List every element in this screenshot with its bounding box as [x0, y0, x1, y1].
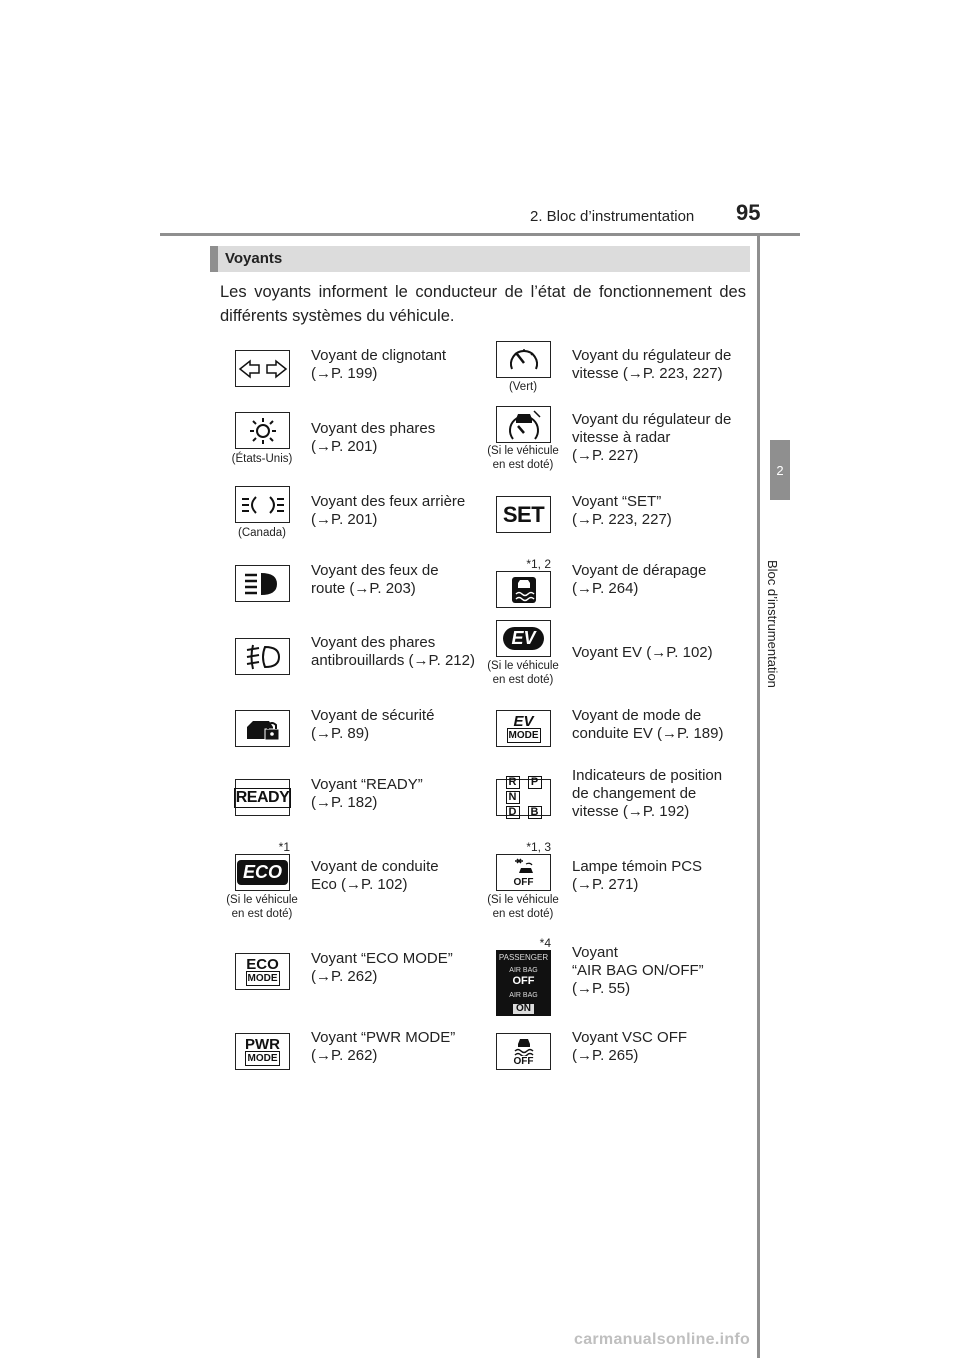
desc-shift: Indicateurs de position de changement de vitesse (→P. 192) — [572, 767, 723, 820]
airbag-label-on: AIR BAG — [509, 992, 538, 999]
desc-headlight: Voyant des phares (→P. 201) — [311, 420, 436, 455]
pwr-mode-icon-top: PWR — [245, 1035, 280, 1053]
watermark: carmanualsonline.info — [574, 1331, 751, 1348]
airbag-icon — [496, 950, 551, 1016]
note-eco: (Si le véhicule en est doté) — [226, 894, 298, 920]
ev-mode-icon-bottom: MODE — [508, 729, 539, 741]
header-rule — [160, 233, 800, 236]
chapter-label: Bloc d’instrumentation — [765, 560, 780, 688]
desc-vsc-off: Voyant VSC OFF (→P. 265) — [572, 1029, 688, 1064]
pcs-icon — [496, 854, 551, 891]
note-radar-cruise: (Si le véhicule en est doté) — [487, 445, 559, 471]
desc-eco: Voyant de conduite Eco (→P. 102) — [311, 858, 439, 893]
shift-letter-b: B — [528, 806, 542, 819]
note-headlight: (États-Unis) — [231, 453, 293, 465]
shift-letter-r: R — [506, 776, 520, 789]
tail-light-icon — [235, 486, 290, 523]
shift-letter-n: N — [506, 791, 520, 804]
star-airbag: *4 — [539, 936, 551, 950]
pwr-mode-icon — [235, 1033, 290, 1070]
airbag-off: OFF — [512, 975, 535, 987]
desc-tail-light: Voyant des feux arrière (→P. 201) — [311, 493, 466, 528]
radar-cruise-icon — [496, 406, 551, 443]
eco-mode-icon-top: ECO — [246, 955, 279, 973]
shift-letter-d: D — [506, 806, 520, 819]
eco-mode-icon-bottom: MODE — [247, 972, 278, 984]
eco-icon-label: ECO — [237, 860, 288, 885]
star-eco: *1 — [278, 840, 290, 854]
turn-signal-icon — [235, 350, 290, 387]
slip-icon — [496, 571, 551, 608]
desc-airbag: Voyant “AIR BAG ON/OFF” (→P. 55) — [572, 944, 704, 997]
airbag-on: ON — [513, 1004, 534, 1014]
section-title: Voyants — [210, 246, 750, 272]
front-fog-icon — [235, 638, 290, 675]
ready-icon — [235, 779, 290, 816]
desc-turn-signal: Voyant de clignotant (→P. 199) — [311, 347, 447, 382]
set-icon-label: SET — [502, 501, 545, 527]
pcs-icon-label: OFF — [513, 877, 534, 888]
header-section: 2. Bloc d’instrumentation — [530, 208, 695, 225]
desc-front-fog: Voyant des phares antibrouillards (→P. 212) — [311, 634, 475, 669]
note-cruise: (Vert) — [508, 381, 538, 393]
note-ev: (Si le véhicule en est doté) — [487, 660, 559, 686]
star-slip: *1, 2 — [526, 557, 551, 571]
pwr-mode-icon-bottom: MODE — [245, 1051, 280, 1066]
star-pcs: *1, 3 — [526, 840, 551, 854]
desc-high-beam: Voyant des feux de route (→P. 203) — [311, 562, 439, 597]
desc-pcs: Lampe témoin PCS (→P. 271) — [572, 858, 703, 893]
ev-icon — [496, 620, 551, 657]
airbag-passenger: PASSENGER — [498, 953, 549, 962]
eco-icon — [235, 854, 290, 891]
side-rule — [757, 236, 760, 1358]
note-tail-light: (Canada) — [238, 527, 286, 539]
note-pcs: (Si le véhicule en est doté) — [487, 894, 559, 920]
headlight-icon — [235, 412, 290, 449]
chapter-number: 2 — [770, 440, 790, 500]
vsc-off-label: OFF — [513, 1056, 534, 1067]
ev-mode-icon-top: EV — [513, 712, 534, 730]
desc-eco-mode: Voyant “ECO MODE” (→P. 262) — [311, 950, 453, 985]
airbag-label-off: AIR BAG — [509, 967, 538, 974]
set-icon — [496, 496, 551, 533]
security-icon — [235, 710, 290, 747]
cruise-control-icon — [496, 341, 551, 378]
intro-text: Les voyants informent le conducteur de l’état de fonctionnement des différents systèmes du véhicule. — [220, 283, 746, 325]
desc-set: Voyant “SET” (→P. 223, 227) — [572, 493, 672, 528]
desc-pwr-mode: Voyant “PWR MODE” (→P. 262) — [311, 1029, 456, 1064]
desc-cruise: Voyant du régulateur de vitesse (→P. 223, 227) — [572, 347, 732, 382]
eco-mode-icon — [235, 953, 290, 990]
desc-ready: Voyant “READY” (→P. 182) — [311, 776, 423, 811]
high-beam-icon — [235, 565, 290, 602]
ev-mode-icon — [496, 710, 551, 747]
desc-security: Voyant de sécurité (→P. 89) — [311, 707, 435, 742]
ev-icon-label: EV — [503, 627, 543, 650]
page-number: 95 — [736, 200, 761, 225]
desc-ev: Voyant EV (→P. 102) — [572, 644, 713, 661]
vsc-off-icon — [496, 1033, 551, 1070]
shift-letter-p: P — [528, 776, 542, 789]
ready-icon-label: READY — [235, 788, 290, 806]
desc-ev-mode: Voyant de mode de conduite EV (→P. 189) — [572, 707, 724, 742]
desc-radar-cruise: Voyant du régulateur de vitesse à radar (→P. 227) — [572, 411, 732, 464]
desc-slip: Voyant de dérapage (→P. 264) — [572, 562, 707, 597]
shift-position-icon — [496, 776, 551, 818]
